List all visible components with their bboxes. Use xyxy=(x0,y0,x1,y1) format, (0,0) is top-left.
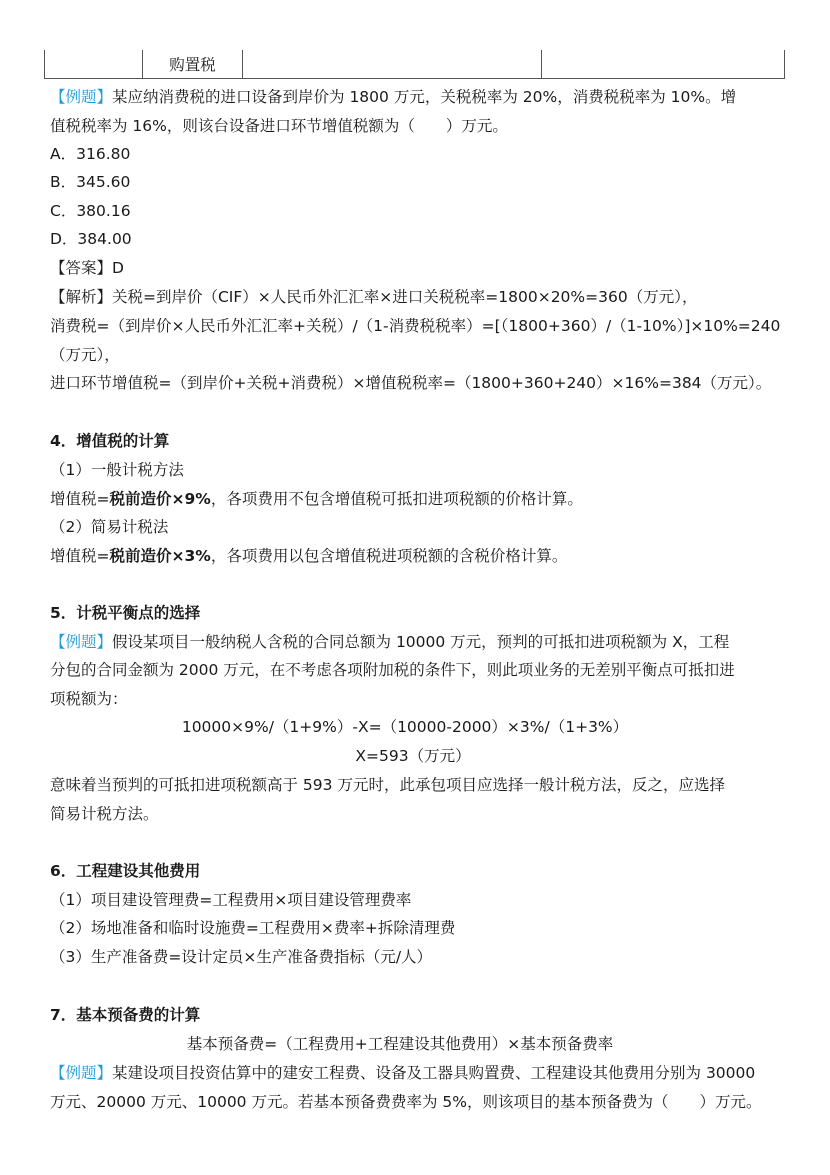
section5-question-line3: 项税额为： xyxy=(50,690,128,708)
section4-formula1: 增值税=税前造价×9%，各项费用不包含增值税可抵扣进项税额的价格计算。 xyxy=(50,490,583,508)
analysis-line4: 进口环节增值税=（到岸价+关税+消费税）×增值税税率=（1800+360+240）×16%=384（万元）。 xyxy=(50,374,772,392)
section6-item1: （1）项目建设管理费=工程费用×项目建设管理费率 xyxy=(50,891,412,909)
section5-equation2: X=593（万元） xyxy=(355,747,471,765)
section4-sub2: （2）简易计税法 xyxy=(50,518,169,536)
option-c: C．380.16 xyxy=(50,202,131,220)
section5-heading: 5．计税平衡点的选择 xyxy=(50,604,201,622)
option-d: D．384.00 xyxy=(50,230,132,248)
section5-question-line2: 分包的合同金额为 2000 万元，在不考虑各项附加税的条件下，则此项业务的无差别平衡点可抵扣进 xyxy=(50,661,735,679)
option-b: B．345.60 xyxy=(50,173,131,191)
section7-heading: 7．基本预备费的计算 xyxy=(50,1006,201,1024)
section5-conclusion-line2: 简易计税方法。 xyxy=(50,805,159,823)
section6-heading: 6．工程建设其他费用 xyxy=(50,862,201,880)
example1-question-line1: 【例题】某应纳消费税的进口设备到岸价为 1800 万元，关税税率为 20%，消费税税率为 10%。增 xyxy=(50,88,737,106)
section4-formula2: 增值税=税前造价×3%，各项费用以包含增值税进项税额的含税价格计算。 xyxy=(50,547,568,565)
analysis-line3: （万元）， xyxy=(50,346,120,364)
table-cell xyxy=(45,50,143,79)
table-cell xyxy=(243,50,542,79)
table-cell: 购置税 xyxy=(143,50,243,79)
section4-sub1: （1）一般计税方法 xyxy=(50,461,184,479)
section6-item3: （3）生产准备费=设计定员×生产准备费指标（元/人） xyxy=(50,948,433,966)
section7-question-line2: 万元、20000 万元、10000 万元。若基本预备费费率为 5%，则该项目的基本预备费为（ ）万元。 xyxy=(50,1093,762,1111)
section5-equation1: 10000×9%/（1+9%）-X=（10000-2000）×3%/（1+3%） xyxy=(181,718,629,736)
example1-question-line2: 值税税率为 16%，则该台设备进口环节增值税额为（ ）万元。 xyxy=(50,117,508,135)
example-tag: 【例题】 xyxy=(50,633,113,651)
table-cell xyxy=(542,50,785,79)
table-row xyxy=(45,50,785,79)
example-tag: 【例题】 xyxy=(50,1064,113,1082)
section7-question-line1: 【例题】某建设项目投资估算中的建安工程费、设备及工器具购置费、工程建设其他费用分别为 30000 xyxy=(50,1064,756,1082)
option-a: A．316.80 xyxy=(50,145,131,163)
analysis-line1: 【解析】关税=到岸价（CIF）×人民币外汇汇率×进口关税税率=1800×20%=360（万元）， xyxy=(50,288,698,306)
section5-conclusion-line1: 意味着当预判的可抵扣进项税额高于 593 万元时，此承包项目应选择一般计税方法，反之，应选择 xyxy=(50,776,725,794)
table-fragment xyxy=(44,50,785,79)
analysis-line2: 消费税=（到岸价×人民币外汇汇率+关税）/（1-消费税税率）=[（1800+360）/（1-10%）]×10%=240 xyxy=(50,317,781,335)
section5-question-line1: 【例题】假设某项目一般纳税人含税的合同总额为 10000 万元，预判的可抵扣进项税额为 X，工程 xyxy=(50,633,730,651)
section6-item2: （2）场地准备和临时设施费=工程费用×费率+拆除清理费 xyxy=(50,919,456,937)
section7-formula: 基本预备费=（工程费用+工程建设其他费用）×基本预备费率 xyxy=(186,1035,614,1053)
section4-heading: 4．增值税的计算 xyxy=(50,432,170,450)
example-tag: 【例题】 xyxy=(50,88,113,106)
answer: 【答案】D xyxy=(50,259,124,277)
